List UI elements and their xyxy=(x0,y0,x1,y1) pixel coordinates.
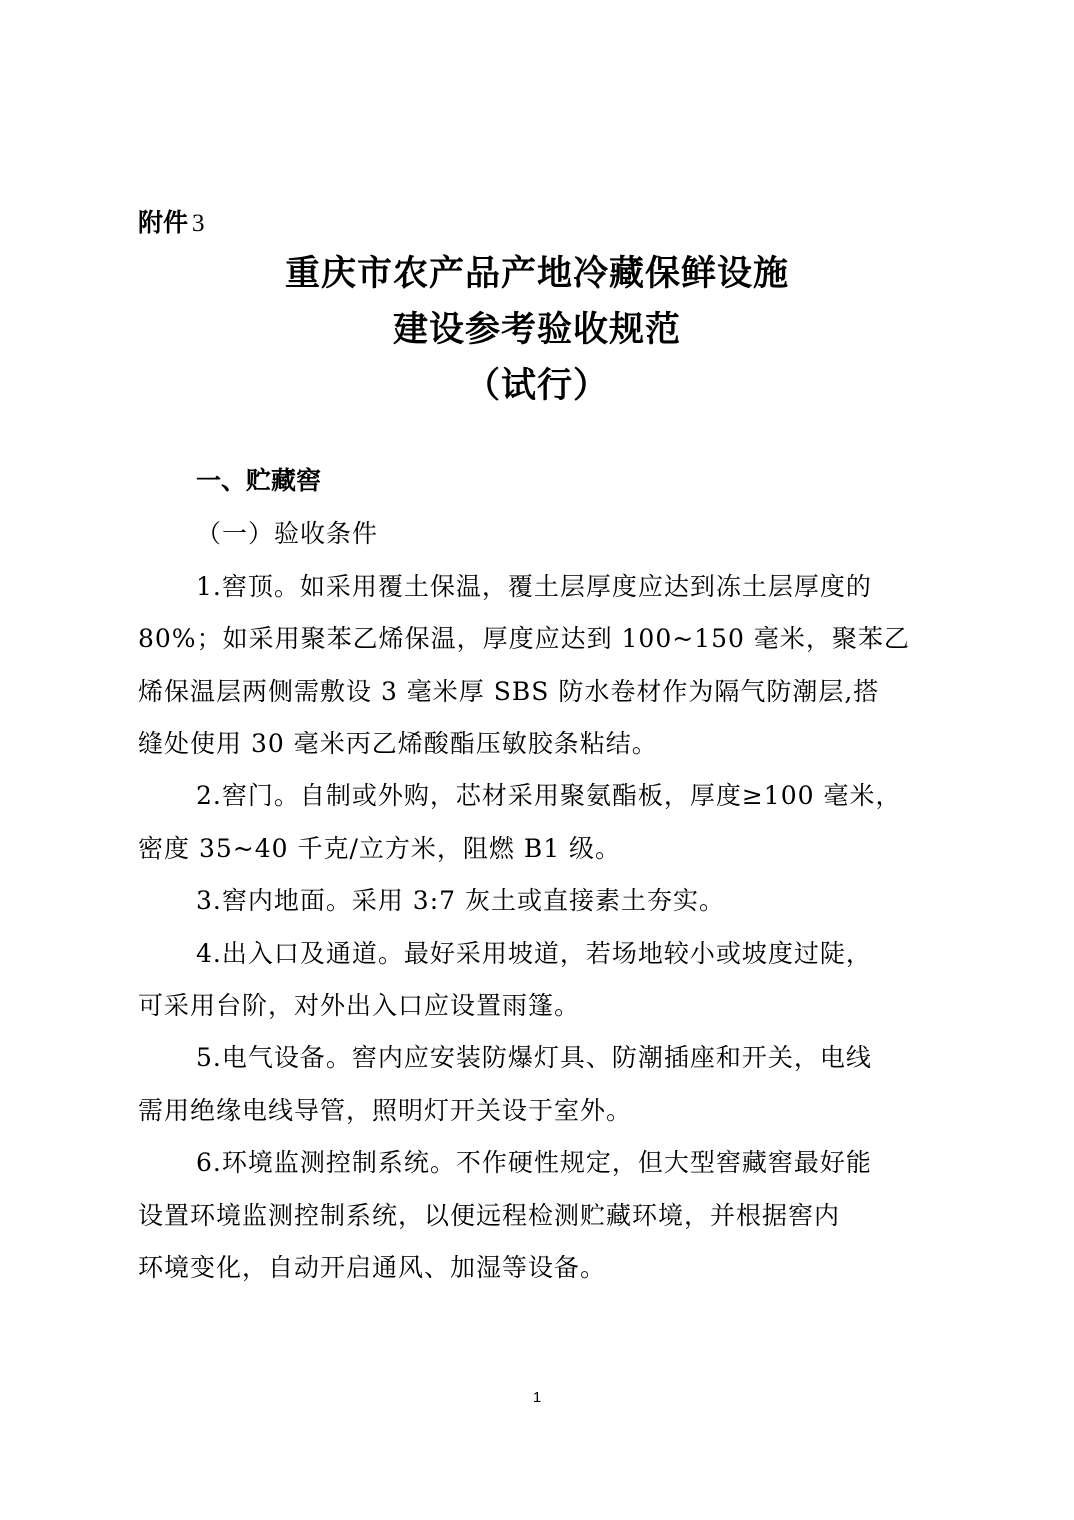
paragraph-line: 1.窖顶。如采用覆土保温，覆土层厚度应达到冻土层厚度的 xyxy=(196,572,872,601)
paragraph-line: 缝处使用 30 毫米丙乙烯酸酯压敏胶条粘结。 xyxy=(138,729,658,758)
subsection-heading: （一）验收条件 xyxy=(196,519,379,548)
paragraph-line: 密度 35~40 千克/立方米，阻燃 B1 级。 xyxy=(138,834,622,863)
paragraph-line: 需用绝缘电线导管，照明灯开关设于室外。 xyxy=(138,1096,633,1125)
attachment-label-text: 附件 xyxy=(138,208,189,237)
attachment-number: 3 xyxy=(192,210,205,237)
page-number: 1 xyxy=(532,1389,542,1406)
paragraph-line: 80%；如采用聚苯乙烯保温，厚度应达到 100~150 毫米，聚苯乙 xyxy=(138,624,910,653)
paragraph-line: 6.环境监测控制系统。不作硬性规定，但大型窖藏窖最好能 xyxy=(196,1148,872,1177)
section-heading: 一、贮藏窖 xyxy=(196,466,322,495)
title-line-2: 建设参考验收规范 xyxy=(392,309,681,350)
paragraph-line: 环境变化，自动开启通风、加湿等设备。 xyxy=(138,1253,607,1282)
paragraph-line: 可采用台阶，对外出入口应设置雨篷。 xyxy=(138,991,581,1020)
paragraph-line: 4.出入口及通道。最好采用坡道，若场地较小或坡度过陡， xyxy=(196,939,872,968)
attachment-label xyxy=(138,206,205,241)
title-line-1: 重庆市农产品产地冷藏保鲜设施 xyxy=(284,253,789,294)
title-line-3: （试行） xyxy=(464,365,609,406)
paragraph-line: 2.窖门。自制或外购，芯材采用聚氨酯板，厚度≥100 毫米， xyxy=(196,781,902,810)
paragraph-line: 3.窖内地面。采用 3:7 灰土或直接素土夯实。 xyxy=(196,886,725,915)
paragraph-line: 烯保温层两侧需敷设 3 毫米厚 SBS 防水卷材作为隔气防潮层,搭 xyxy=(138,677,880,706)
paragraph-line: 设置环境监测控制系统，以便远程检测贮藏环境，并根据窖内 xyxy=(138,1201,841,1230)
paragraph-line: 5.电气设备。窖内应安装防爆灯具、防潮插座和开关，电线 xyxy=(196,1043,872,1072)
document-title xyxy=(0,246,1074,414)
